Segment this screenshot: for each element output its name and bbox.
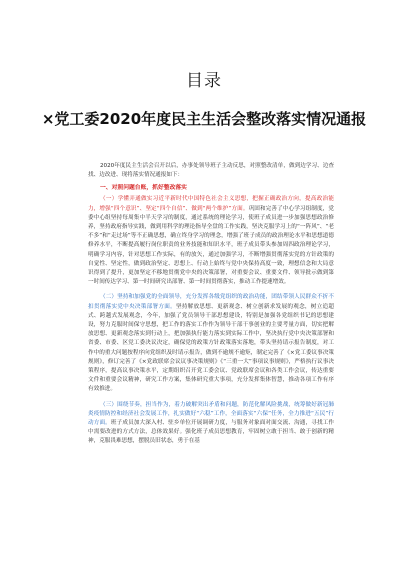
paragraph-1 — [88, 195, 334, 287]
paragraph-1-body: 巩固和完善了中心学习组制度，党委中心组坚持每周集中半天学习的制度，通过系统的理论学习，使班子成员进一步加强思想政治修养，坚持政府指导实践，做到用科学的理论指导全盘的工作实践，坚决克服学习上的“一阵风”、“老不多”和“走过场”等不正确思想，确立终身学习的理念，增强了班子成员的政治理论水平和思想道德修养水平，不断提高履行岗位职责的业务技能和知识水平，班子成员带头参加周四政治理论学习，明确学习内容，针对思想工作实际，有的放矢，通过加强学习，不断增强贯彻落实党的方针政策的自觉性、坚定性，做到政治坚定、思想上、行动上始终与党中央保持高度一致，理想信念和大局意识得到了提升，更加坚定不移地贯彻党中央的决策部署，对重要会议、重要文件、领导批示做到第一时间传达学习、第一时间研究出部署、第一时间贯彻落实，推动工作提速增效。 — [88, 205, 334, 286]
document-title: ×党工委2020年度民主生活会整改落实情况通报 — [41, 110, 367, 128]
section-heading: 一、对照问题台账，抓好整改落实 — [100, 185, 187, 192]
paragraph-3-body: 班子成员加大深入村、驻乡单位开展调研力度，与服务对象面对面交流、沟通，寻找工作中需要改进的方式方法，总体效果好。强化班子成员思想教育，牢固树立敢于担当、敢于创新的精神，克服畏难思想，摆脱员旧状态，勇于在基 — [88, 420, 334, 445]
document-body — [88, 162, 334, 447]
paragraph-2-lead: （二）坚持和加强党的全面领导，充分发挥各级党组织的政治功能，团结带领人民群众不折不扣贯彻落实党中央决策部署方面。 — [88, 294, 334, 310]
toc-heading: 目录 — [186, 71, 222, 91]
intro-paragraph: 2020年度民主生活会召开以后，办事处领导班子主动反思，对照整改清单，做到边学习、边查找、边改进、现将落实情况通报如下： — [88, 163, 334, 179]
paragraph-1-lead: （一）学懂弄通做实习近平新时代中国特色社会主义思想，把握正确政治方向，提高政治能力，增强“四个意识”、坚定“四个自信”、做到“两个维护”方面。 — [88, 196, 334, 212]
paragraph-2-body: 坚持解放思想、更新观念、树立创新求发展的观念，树立追超式、跨越式发展观念，今年，加强了党员领导干部思想建设，特别是加强各党组织书记的思想建设，努力克服时间保守思想，把工作的落实工作作为领导干部干事创业的主要考量方面，切实把解放思想、更新观念落实到行动上，把加强执行能力落实到实际工作中，坚决执行党中央决策部署和省委、市委、区党工委决议决定，确保党的政策方针政策落实落地，带头坚持请示报告制度，对工作中的重大问题按程序向党组织及时请示报告，做到不逾规不逾矩，制定完善了《×党工委议事决策规则》，修订完善了《×党政联席会议议事决策规则》《“三重一大”事项议事规则》，严格执行议事决策程序，提高议事决策水平，定期组织召开党工委会议、党政联席会议和各类工作会议，传达重要文件和重要会议精神，研究工作方案，集体研究重大事项，充分发挥集体智慧，推动各项工作有序有效推进。 — [88, 303, 334, 393]
paragraph-3-lead: （三）围绕节奏，担当作为，着力破解突出矛盾和问题，防范化解风险挑战，统筹做好新冠肺炎疫情防控和经济社会发展工作，扎实做好“六稳”工作，全面落实“六保”任务，全力推进“五民”行动方面。 — [88, 401, 334, 427]
paragraph-2 — [88, 293, 334, 394]
paragraph-3 — [88, 401, 334, 447]
